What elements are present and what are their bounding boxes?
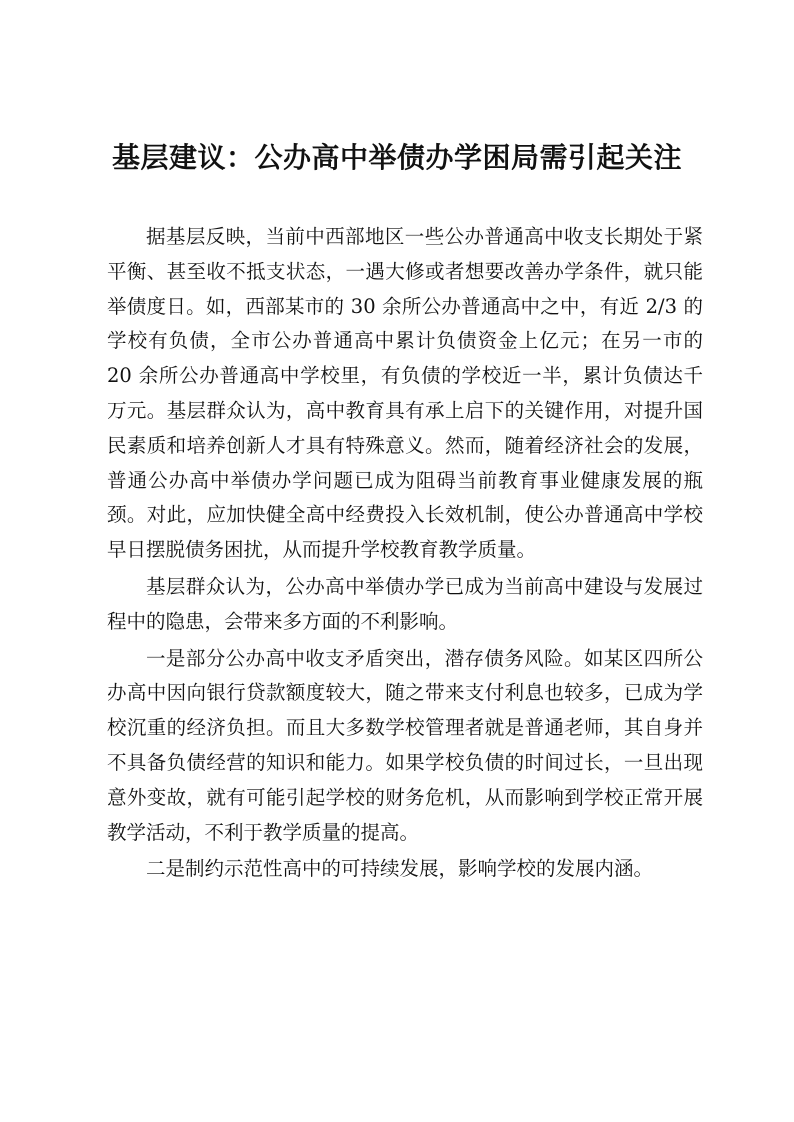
paragraph-2: 基层群众认为，公办高中举债办学已成为当前高中建设与发展过程中的隐患，会带来多方面的不利影响。 [107, 574, 703, 633]
document-title: 基层建议：公办高中举债办学困局需引起关注 [111, 141, 682, 174]
paragraph-3: 一是部分公办高中收支矛盾突出，潜存债务风险。如某区四所公办高中因向银行贷款额度较大，随之带来支付利息也较多，已成为学校沉重的经济负担。而且大多数学校管理者就是普通老师，其自身并不具备负债经营的知识和能力。如果学校负债的时间过长，一旦出现意外变故，就有可能引起学校的财务危机，从而影响到学校正常开展教学活动，不利于教学质量的提高。 [107, 646, 703, 844]
paragraph-1: 据基层反映，当前中西部地区一些公办普通高中收支长期处于紧平衡、甚至收不抵支状态，一遇大修或者想要改善办学条件，就只能举债度日。如，西部某市的 30 余所公办普通高中之中，有近 2/3 的学校有负债，全市公办普通高中累计负债资金上亿元；在另一市的 20 余所公办普通高中学校里，有负债的学校近一半，累计负债达千万元。基层群众认为，高中教育具有承上启下的关键作用，对提升国民素质和培养创新人才具有特殊意义。然而，随着经济社会的发展，普通公办高中举债办学问题已成为阻碍当前教育事业健康发展的瓶颈。对此，应加快健全高中经费投入长效机制，使公办普通高中学校早日摆脱债务困扰，从而提升学校教育教学质量。 [107, 225, 703, 562]
document-body [107, 220, 703, 889]
paragraph-4: 二是制约示范性高中的可持续发展，影响学校的发展内涵。 [146, 857, 654, 881]
